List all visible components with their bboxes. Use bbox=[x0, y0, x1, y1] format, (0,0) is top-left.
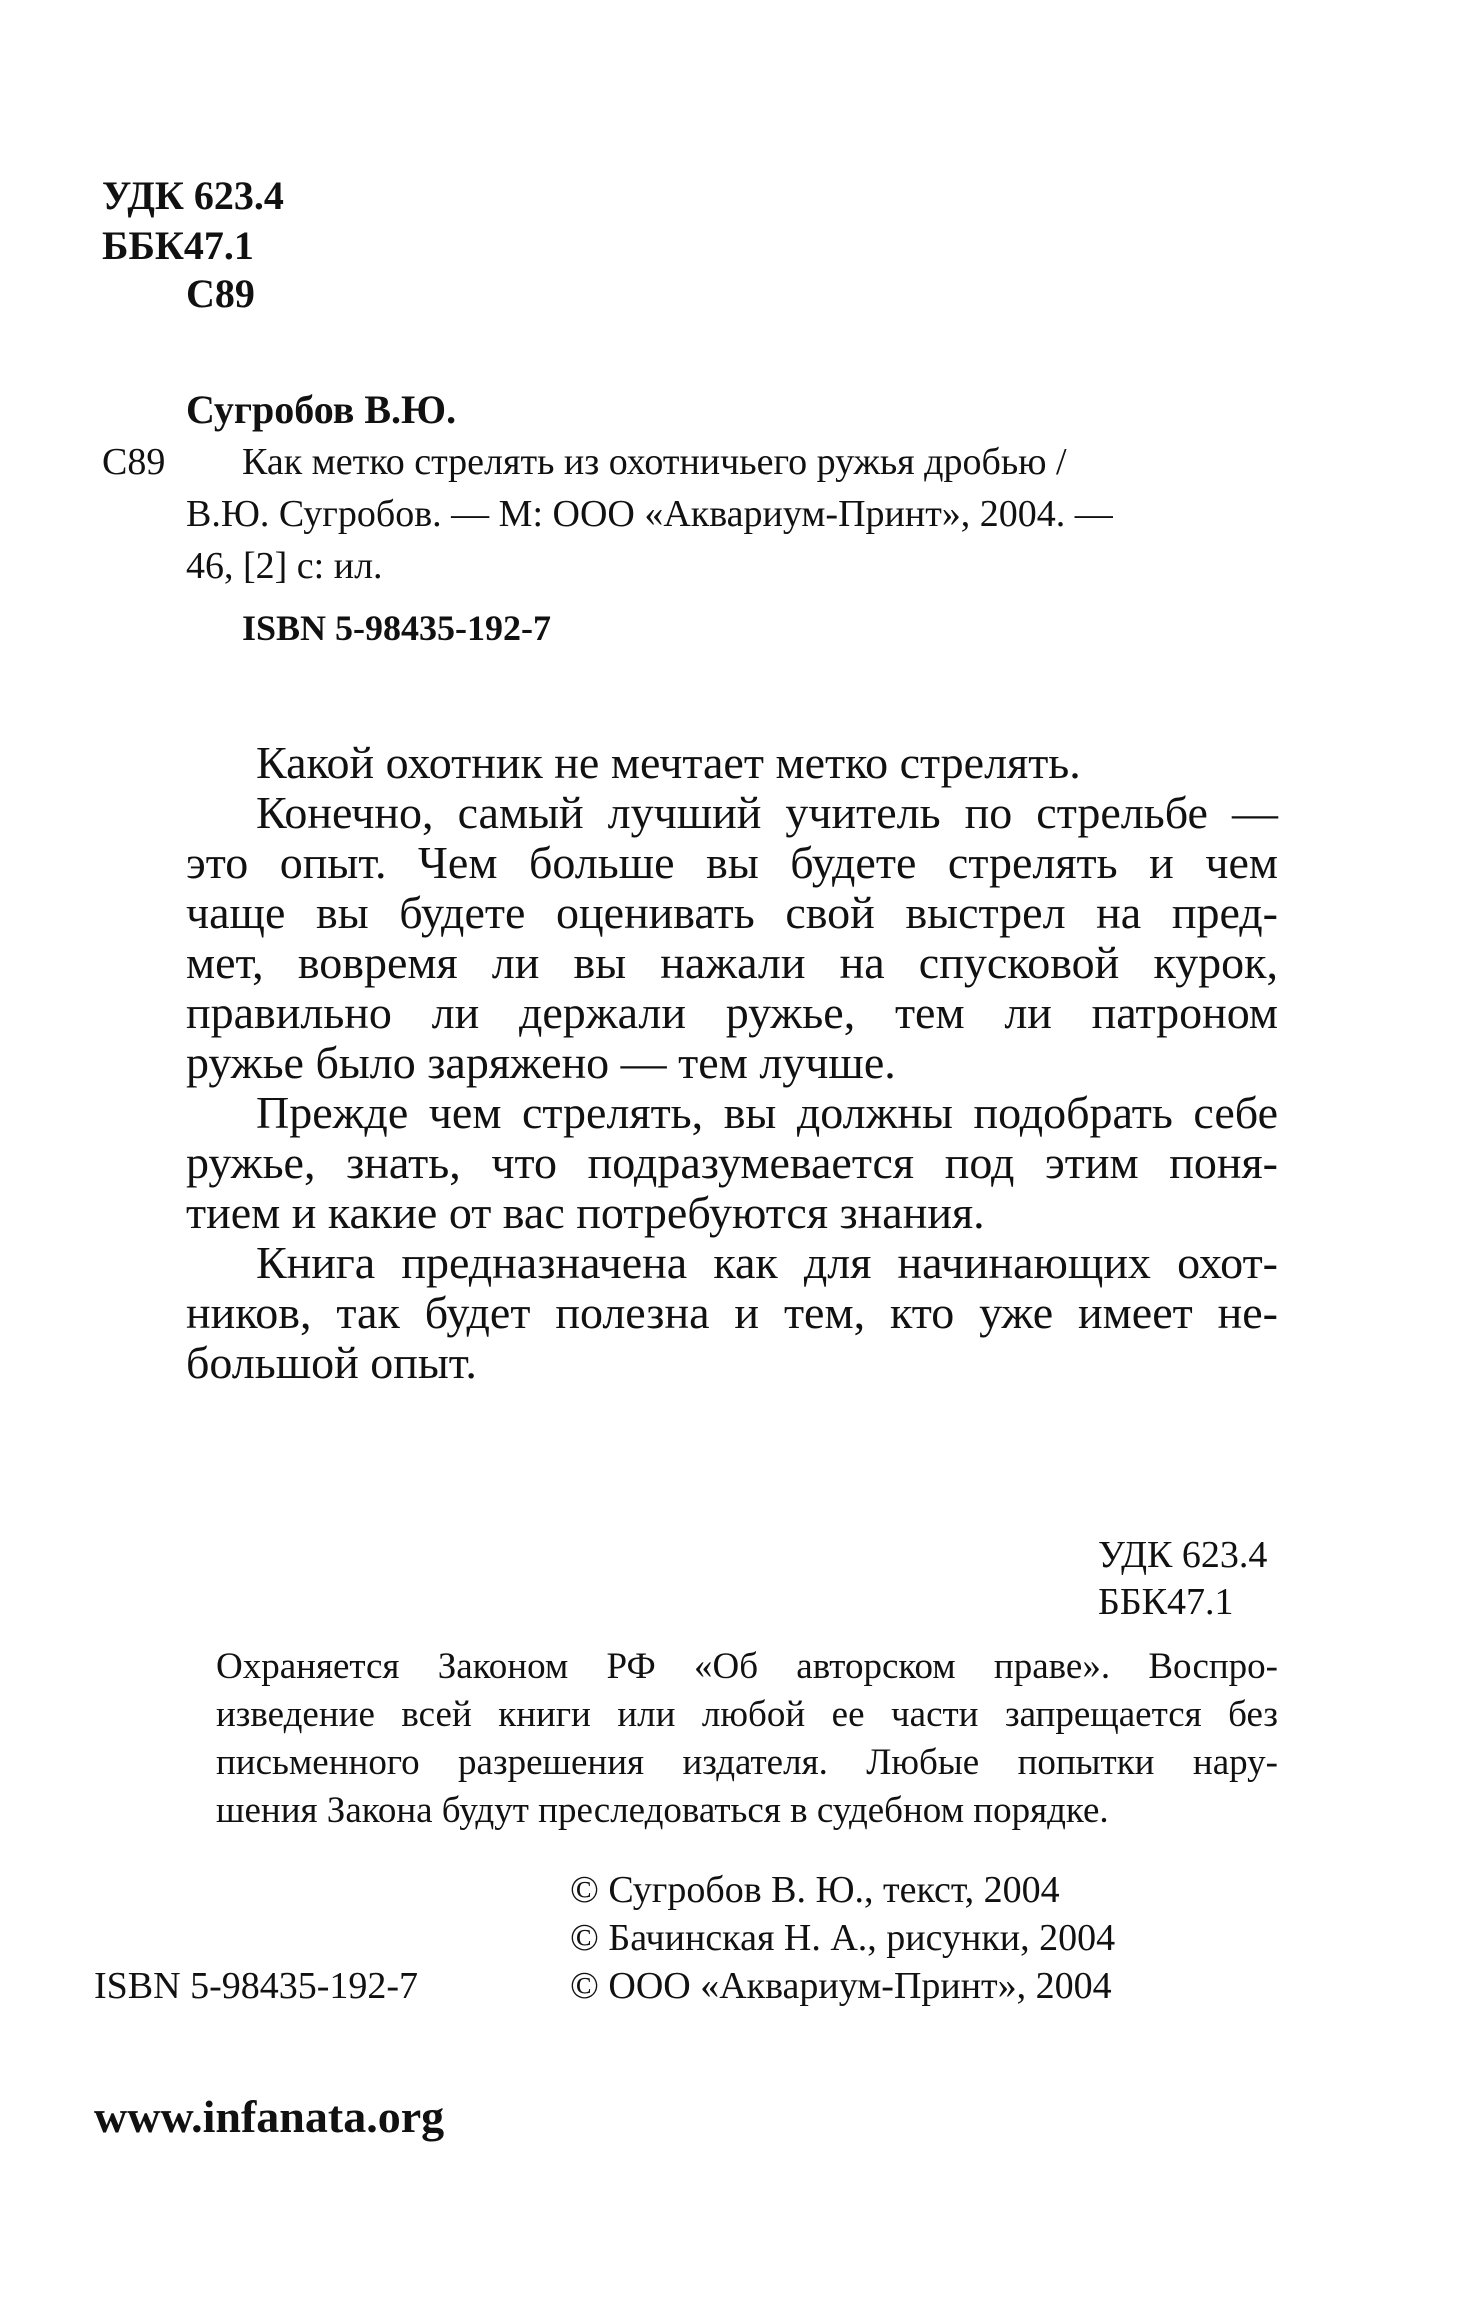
annotation-p2-line: правильно ли держали ружье, тем ли патроном bbox=[186, 987, 1278, 1038]
annotation-p2-line: это опыт. Чем больше вы будете стрелять и чем bbox=[186, 837, 1278, 888]
annotation-p3-line: Прежде чем стрелять, вы должны подобрать себе bbox=[256, 1087, 1278, 1138]
copyright-author: © Сугробов В. Ю., текст, 2004 bbox=[570, 1869, 1060, 1911]
record-mark: С89 bbox=[102, 441, 166, 483]
author-mark: С89 bbox=[186, 271, 255, 316]
notice-line: письменного разрешения издателя. Любые попытки нару- bbox=[216, 1742, 1278, 1783]
record-title-line-2: В.Ю. Сугробов. — М: ООО «Аквариум-Принт», 2004. — bbox=[186, 493, 1113, 535]
record-isbn: ISBN 5-98435-192-7 bbox=[242, 608, 552, 648]
isbn-bottom: ISBN 5-98435-192-7 bbox=[94, 1965, 419, 2007]
annotation-p2-line: чаще вы будете оценивать свой выстрел на пред- bbox=[186, 887, 1278, 938]
udk-code-bottom: УДК 623.4 bbox=[1098, 1534, 1268, 1576]
annotation-p2-line: Конечно, самый лучший учитель по стрельбе — bbox=[256, 787, 1278, 838]
annotation-p3-line: ружье, знать, что подразумевается под этим поня- bbox=[186, 1137, 1278, 1188]
annotation-p1-line: Какой охотник не мечтает метко стрелять. bbox=[256, 737, 1081, 788]
record-title-line-3: 46, [2] с: ил. bbox=[186, 545, 383, 587]
bbk-code: ББК47.1 bbox=[102, 223, 254, 268]
record-title-line-1: Как метко стрелять из охотничьего ружья дробью / bbox=[242, 441, 1067, 483]
notice-line: шения Закона будут преследоваться в судебном порядке. bbox=[216, 1790, 1109, 1831]
annotation-p2-line: мет, вовремя ли вы нажали на спусковой курок, bbox=[186, 937, 1278, 988]
annotation-p4-line: Книга предназначена как для начинающих охот- bbox=[256, 1237, 1278, 1288]
notice-line: изведение всей книги или любой ее части запрещается без bbox=[216, 1694, 1278, 1735]
copyright-illustrator: © Бачинская Н. А., рисунки, 2004 bbox=[570, 1917, 1116, 1959]
bbk-code-bottom: ББК47.1 bbox=[1098, 1581, 1234, 1623]
annotation-p3-line: тием и какие от вас потребуются знания. bbox=[186, 1187, 985, 1238]
website-link[interactable]: www.infanata.org bbox=[94, 2091, 445, 2142]
copyright-publisher: © ООО «Аквариум-Принт», 2004 bbox=[570, 1965, 1112, 2007]
annotation-p4-line: ников, так будет полезна и тем, кто уже имеет не- bbox=[186, 1287, 1278, 1338]
annotation-p2-line: ружье было заряжено — тем лучше. bbox=[186, 1037, 896, 1088]
notice-line: Охраняется Законом РФ «Об авторском праве». Воспро- bbox=[216, 1646, 1278, 1687]
udk-code: УДК 623.4 bbox=[102, 173, 284, 218]
annotation-p4-line: большой опыт. bbox=[186, 1337, 477, 1388]
author-heading: Сугробов В.Ю. bbox=[186, 387, 457, 432]
